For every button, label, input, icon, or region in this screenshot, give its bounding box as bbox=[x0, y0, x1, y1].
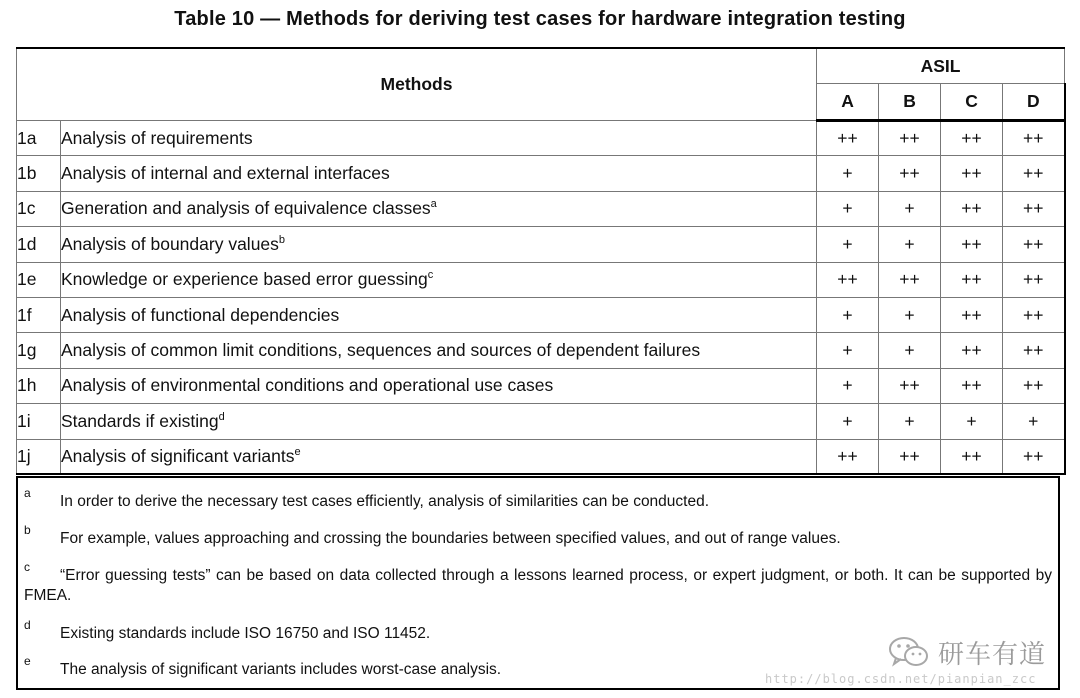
rating-d: ++ bbox=[1003, 191, 1065, 226]
rating-b: ++ bbox=[879, 156, 941, 191]
rating-a: + bbox=[817, 404, 879, 439]
rating-d: ++ bbox=[1003, 121, 1065, 156]
rating-c: ++ bbox=[941, 156, 1003, 191]
method-id: 1f bbox=[17, 297, 61, 332]
method-id: 1i bbox=[17, 404, 61, 439]
rating-b: + bbox=[879, 191, 941, 226]
rating-a: ++ bbox=[817, 121, 879, 156]
rating-d: ++ bbox=[1003, 333, 1065, 368]
method-name-text: Analysis of requirements bbox=[61, 127, 253, 148]
rating-b: ++ bbox=[879, 368, 941, 403]
wechat-watermark bbox=[888, 634, 1046, 670]
method-name bbox=[61, 262, 817, 297]
asil-header: ASIL bbox=[817, 48, 1065, 84]
rating-d: ++ bbox=[1003, 262, 1065, 297]
rating-c: ++ bbox=[941, 121, 1003, 156]
footnote-mark: b bbox=[24, 523, 31, 537]
rating-a: + bbox=[817, 297, 879, 332]
table-row bbox=[17, 368, 1065, 403]
rating-d: ++ bbox=[1003, 368, 1065, 403]
asil-level-a: A bbox=[817, 84, 879, 121]
rating-b: + bbox=[879, 227, 941, 262]
method-id: 1a bbox=[17, 121, 61, 156]
table-row bbox=[17, 156, 1065, 191]
rating-d: ++ bbox=[1003, 227, 1065, 262]
footnote-mark: e bbox=[24, 654, 31, 668]
method-name-text: Analysis of significant variants bbox=[61, 445, 295, 466]
method-name bbox=[61, 191, 817, 226]
method-id: 1j bbox=[17, 439, 61, 474]
footnote-ref: b bbox=[278, 234, 286, 247]
table-row bbox=[17, 333, 1065, 368]
asil-level-d: D bbox=[1003, 84, 1065, 121]
method-name-text: Standards if existing bbox=[61, 410, 219, 431]
method-id: 1d bbox=[17, 227, 61, 262]
method-name bbox=[61, 227, 817, 262]
method-name-text: Analysis of internal and external interfaces bbox=[61, 163, 390, 184]
table-row bbox=[17, 439, 1065, 474]
rating-a: + bbox=[817, 227, 879, 262]
rating-d: ++ bbox=[1003, 297, 1065, 332]
method-name-text: Analysis of functional dependencies bbox=[61, 304, 340, 325]
watermark-brand: 研车有道 bbox=[938, 639, 1047, 670]
rating-b: + bbox=[879, 333, 941, 368]
rating-c: ++ bbox=[941, 439, 1003, 474]
footnote bbox=[24, 523, 1052, 549]
rating-c: ++ bbox=[941, 333, 1003, 368]
footnote-mark: a bbox=[24, 486, 31, 500]
method-id: 1c bbox=[17, 191, 61, 226]
method-name-text: Knowledge or experience based error guessing bbox=[61, 269, 428, 290]
method-name bbox=[61, 333, 817, 368]
table-row bbox=[17, 121, 1065, 156]
method-id: 1h bbox=[17, 368, 61, 403]
method-name bbox=[61, 439, 817, 474]
rating-c: ++ bbox=[941, 368, 1003, 403]
footnote-text: In order to derive the necessary test cases efficiently, analysis of similarities can be conducted. bbox=[60, 493, 710, 510]
footnote-text: “Error guessing tests” can be based on data collected through a lessons learned process, or expert judgment, or both. It can be supported by FMEA. bbox=[24, 567, 1052, 604]
table-header bbox=[17, 48, 1065, 121]
table-title: Table 10 — Methods for deriving test cases for hardware integration testing bbox=[174, 8, 906, 30]
footnote bbox=[24, 486, 1052, 512]
method-id: 1g bbox=[17, 333, 61, 368]
footnote-ref: d bbox=[218, 410, 225, 423]
rating-b: ++ bbox=[879, 439, 941, 474]
method-name-text: Analysis of environmental conditions and operational use cases bbox=[61, 375, 554, 396]
rating-c: + bbox=[941, 404, 1003, 439]
methods-table bbox=[16, 47, 1066, 475]
rating-a: + bbox=[817, 191, 879, 226]
rating-a: + bbox=[817, 156, 879, 191]
method-name bbox=[61, 297, 817, 332]
footnote-ref: e bbox=[294, 446, 301, 459]
rating-c: ++ bbox=[941, 297, 1003, 332]
footnote-mark: c bbox=[24, 560, 30, 574]
table-row bbox=[17, 191, 1065, 226]
footnote-ref: a bbox=[430, 198, 437, 211]
footnote-mark: d bbox=[24, 618, 31, 632]
watermark-url: http://blog.csdn.net/pianpian_zcc bbox=[765, 672, 1037, 686]
table-row bbox=[17, 227, 1065, 262]
rating-a: ++ bbox=[817, 439, 879, 474]
table-row bbox=[17, 297, 1065, 332]
method-id: 1b bbox=[17, 156, 61, 191]
rating-b: ++ bbox=[879, 262, 941, 297]
rating-a: + bbox=[817, 368, 879, 403]
rating-d: + bbox=[1003, 404, 1065, 439]
rating-a: ++ bbox=[817, 262, 879, 297]
footnote bbox=[24, 560, 1052, 606]
rating-b: ++ bbox=[879, 121, 941, 156]
rating-c: ++ bbox=[941, 262, 1003, 297]
method-id: 1e bbox=[17, 262, 61, 297]
method-name-text: Analysis of common limit conditions, sequences and sources of dependent failures bbox=[61, 340, 701, 361]
rating-d: ++ bbox=[1003, 439, 1065, 474]
rating-b: + bbox=[879, 297, 941, 332]
rating-d: ++ bbox=[1003, 156, 1065, 191]
table-row bbox=[17, 262, 1065, 297]
rating-b: + bbox=[879, 404, 941, 439]
table-body bbox=[17, 121, 1065, 475]
method-name bbox=[61, 156, 817, 191]
footnote-text: For example, values approaching and crossing the boundaries between specified values, and out of range values. bbox=[60, 530, 841, 547]
wechat-icon bbox=[888, 635, 930, 669]
rating-a: + bbox=[817, 333, 879, 368]
asil-level-c: C bbox=[941, 84, 1003, 121]
asil-level-b: B bbox=[879, 84, 941, 121]
method-name-text: Generation and analysis of equivalence classes bbox=[61, 198, 431, 219]
method-name bbox=[61, 368, 817, 403]
method-name-text: Analysis of boundary values bbox=[61, 233, 279, 254]
footnote-ref: c bbox=[427, 269, 434, 282]
rating-c: ++ bbox=[941, 191, 1003, 226]
footnote-text: The analysis of significant variants includes worst-case analysis. bbox=[60, 661, 502, 678]
footnote-text: Existing standards include ISO 16750 and ISO 11452. bbox=[60, 625, 431, 642]
table-row bbox=[17, 404, 1065, 439]
rating-c: ++ bbox=[941, 227, 1003, 262]
method-name bbox=[61, 121, 817, 156]
method-name bbox=[61, 404, 817, 439]
methods-header: Methods bbox=[17, 48, 817, 121]
